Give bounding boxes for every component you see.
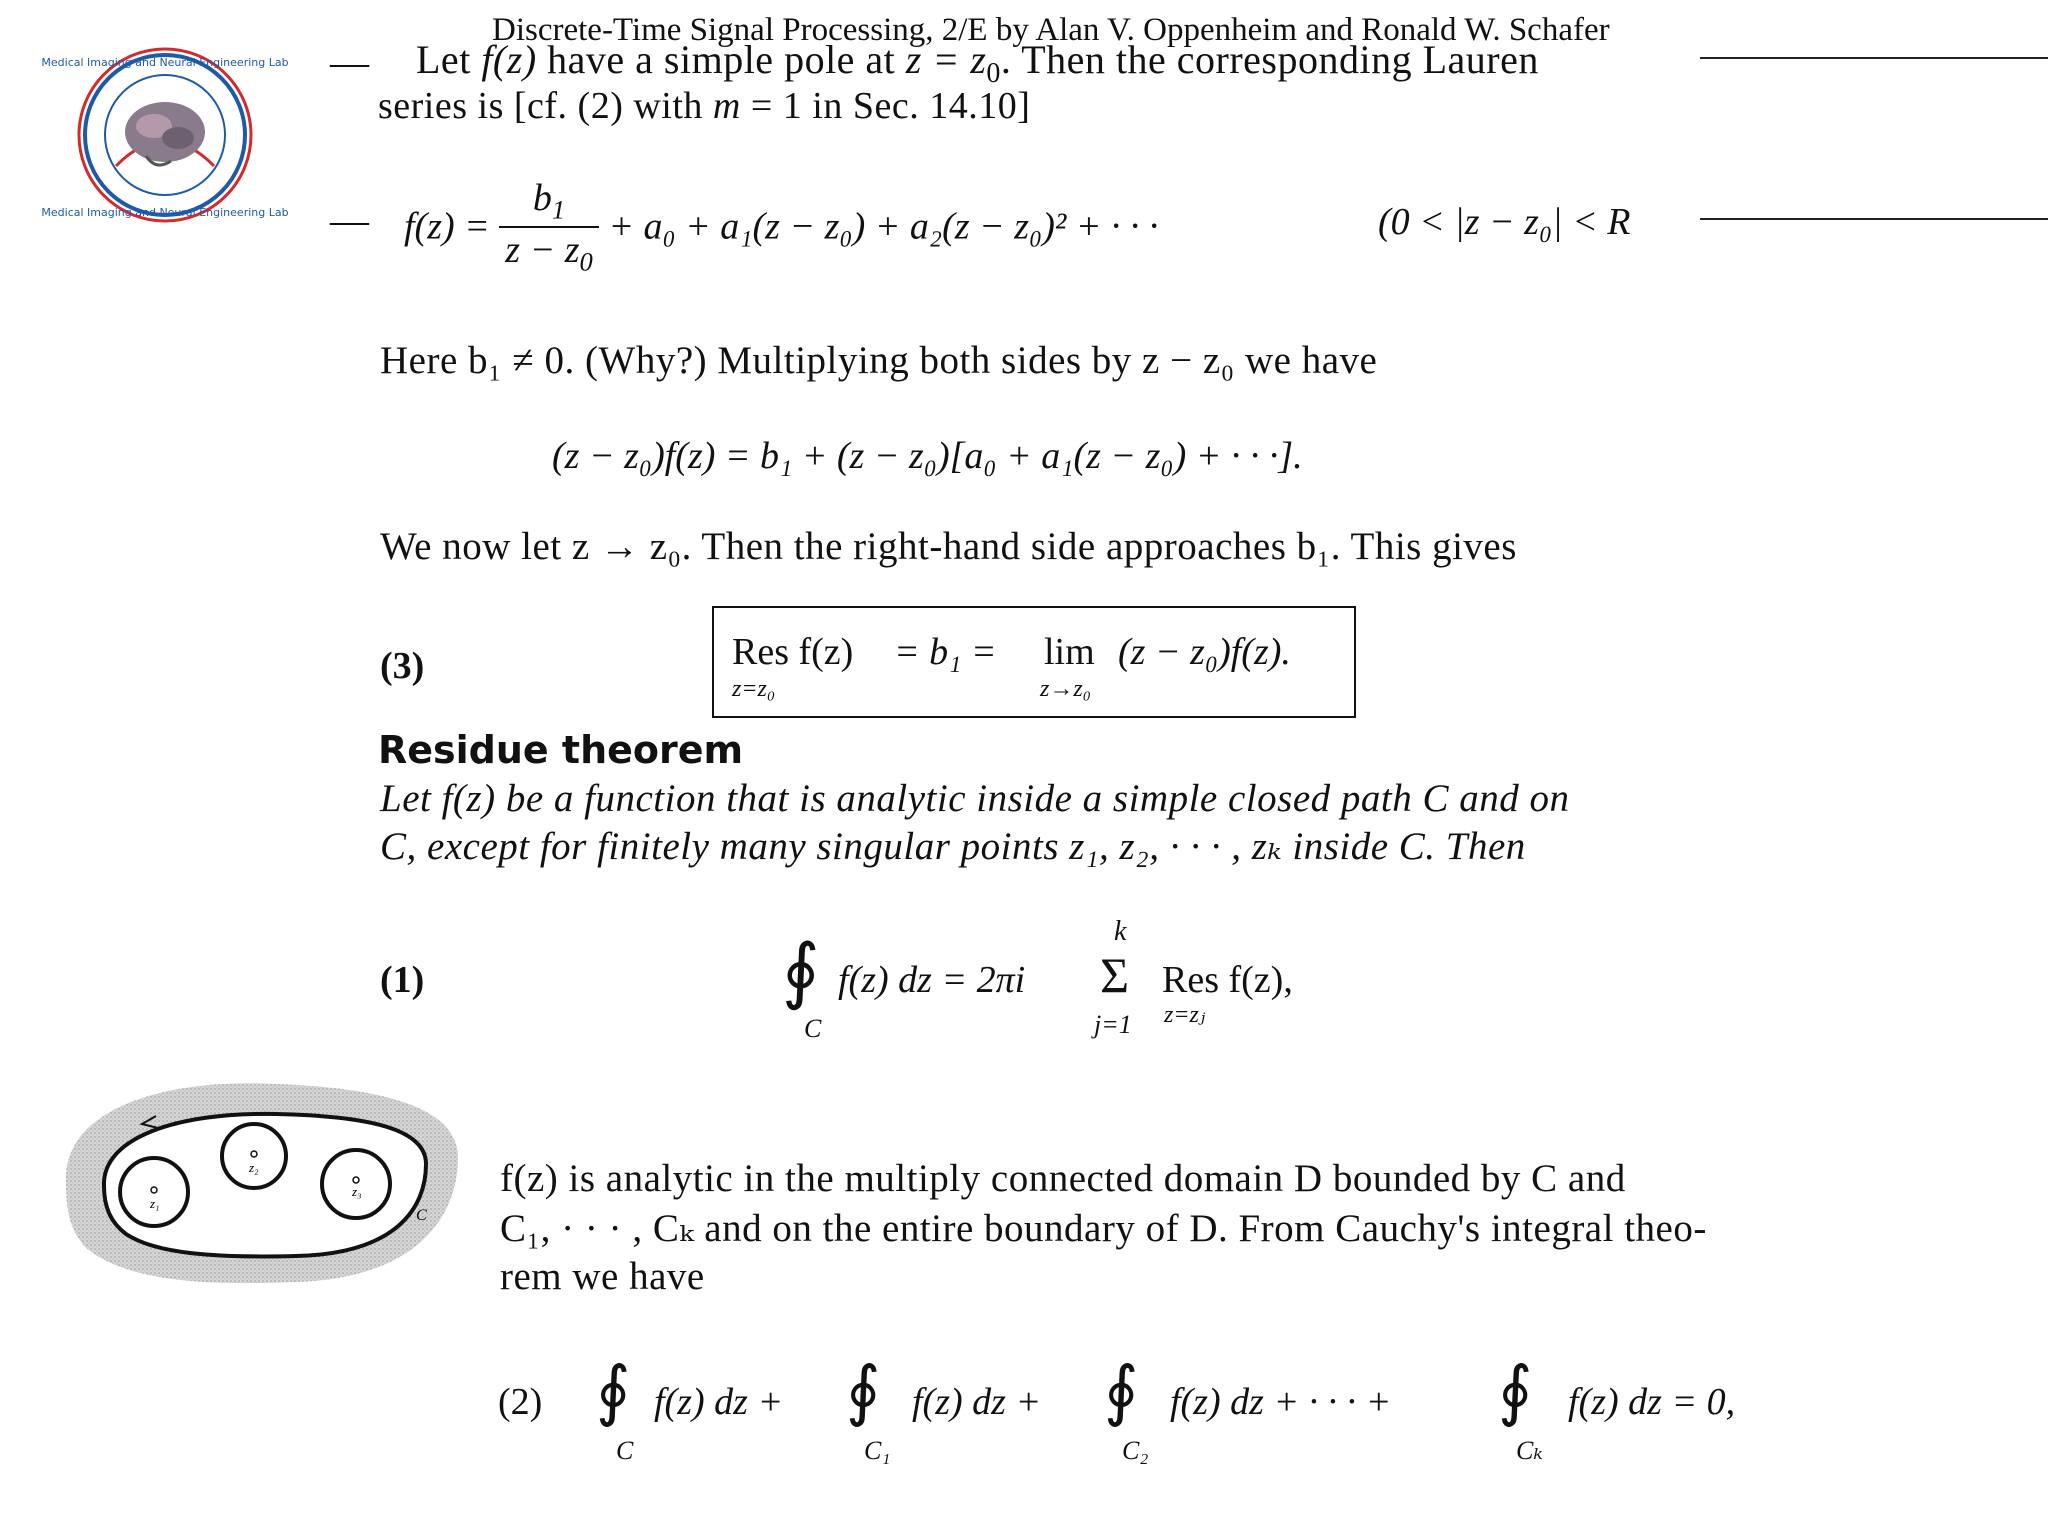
eq1-res-sub: z=zⱼ <box>1164 1002 1206 1028</box>
eq3-rhs: (z − z₀)f(z). <box>1118 631 1291 673</box>
domain-diagram <box>46 1068 464 1290</box>
theorem-heading: Residue theorem <box>378 728 744 772</box>
eq1-sum: Σ <box>1100 947 1130 1003</box>
contour-c2 <box>222 1124 286 1188</box>
multiplied-equation: (z − z₀)f(z) = b₁ + (z − z₀)[a₀ + a₁(z − z₀) + · · ·]. <box>552 435 1303 477</box>
header-rule-right <box>1700 57 2048 59</box>
eq1-lhs: f(z) dz = 2πi <box>838 959 1026 1001</box>
eq3-res: Res f(z) <box>732 631 854 673</box>
eq2-term-c2: f(z) dz + · · · + <box>1170 1381 1392 1423</box>
eq2-oint-c1: ∮ <box>846 1355 881 1428</box>
para-line-1: f(z) is analytic in the multiply connected domain D bounded by C and <box>500 1157 1626 1200</box>
laurent-condition: (0 < |z − z₀| < R <box>1378 201 1631 243</box>
eq2-term-c1: f(z) dz + <box>912 1381 1042 1423</box>
eq2-oint-c2: ∮ <box>1104 1355 1139 1428</box>
label-z2: z₂ <box>249 1160 259 1175</box>
eq1-label: (1) <box>380 959 425 1001</box>
eq2-oint-ck: ∮ <box>1498 1355 1533 1428</box>
limit-line: We now let z → z₀. Then the right-hand side approaches b₁. This gives <box>380 525 1517 568</box>
eq1-contour-sub: C <box>804 1014 822 1043</box>
eq2-sub-c2: C₂ <box>1122 1436 1149 1465</box>
book-header: Discrete-Time Signal Processing, 2/E by Alan V. Oppenheim and Ronald W. Schafer <box>492 12 1610 48</box>
eq1-sum-top: k <box>1114 916 1127 947</box>
eq2-term-ck: f(z) dz = 0, <box>1568 1381 1736 1423</box>
here-line: Here b₁ ≠ 0. (Why?) Multiplying both sides by z − z₀ we have <box>380 339 1378 382</box>
logo-text-top: Medical Imaging and Neural Engineering Lab <box>41 56 289 69</box>
para-line-3: rem we have <box>500 1255 705 1298</box>
logo-text-bottom: Medical Imaging and Neural Engineering Lab <box>41 206 289 219</box>
label-c: C <box>416 1207 427 1224</box>
domain-diagram-svg <box>46 1068 464 1290</box>
eq1-res: Res f(z), <box>1162 959 1293 1001</box>
theorem-line-2: C, except for finitely many singular points z₁, z₂, · · · , zₖ inside C. Then <box>380 825 1526 868</box>
eq3-mid: = b₁ = <box>894 631 997 673</box>
eq3-label: (3) <box>380 645 425 687</box>
eq2-sub-ck: Cₖ <box>1516 1436 1543 1465</box>
eq3-lim-sub: z→z₀ <box>1040 676 1092 702</box>
lab-logo <box>41 46 289 224</box>
intro-line-2: series is [cf. (2) with m = 1 in Sec. 14.10] <box>378 85 1031 127</box>
laurent-rule-right <box>1700 218 2048 220</box>
eq2-term-c: f(z) dz + <box>654 1381 784 1423</box>
eq3-res-sub: z=z₀ <box>732 676 776 702</box>
eq2-sub-c1: C₁ <box>864 1436 891 1465</box>
label-z3: z₃ <box>352 1184 362 1199</box>
para-line-2: C₁, · · · , Cₖ and on the entire boundary of D. From Cauchy's integral theo- <box>500 1207 1707 1250</box>
contour-c1 <box>120 1158 188 1226</box>
dash-marker-1: — <box>330 41 370 84</box>
lab-logo-graphic <box>41 46 289 224</box>
eq2-label: (2) <box>498 1381 543 1423</box>
eq3-lim: lim <box>1044 631 1095 673</box>
laurent-equation: f(z) = $\frac{b_1}{z - z_0}$ + a₀ + a₁(z − z₀) + a₂(z − z₀)² + · · · <box>404 177 1159 277</box>
eq2-sub-c: C <box>616 1436 634 1465</box>
dash-marker-2: — <box>330 199 370 242</box>
eq2-oint-c: ∮ <box>596 1355 631 1428</box>
theorem-line-1: Let f(z) be a function that is analytic inside a simple closed path C and on <box>380 777 1570 820</box>
eq1-contour-integral: ∮ <box>782 931 820 1011</box>
eq1-sum-bot: j=1 <box>1094 1010 1132 1039</box>
laurent-fraction: $\frac{b_1}{z - z_0}$ <box>499 176 599 277</box>
label-z1: z₁ <box>150 1196 160 1211</box>
intro-line-1: Let f(z) have a simple pole at $z = z_0$. Then the corresponding Lauren <box>416 37 1539 89</box>
